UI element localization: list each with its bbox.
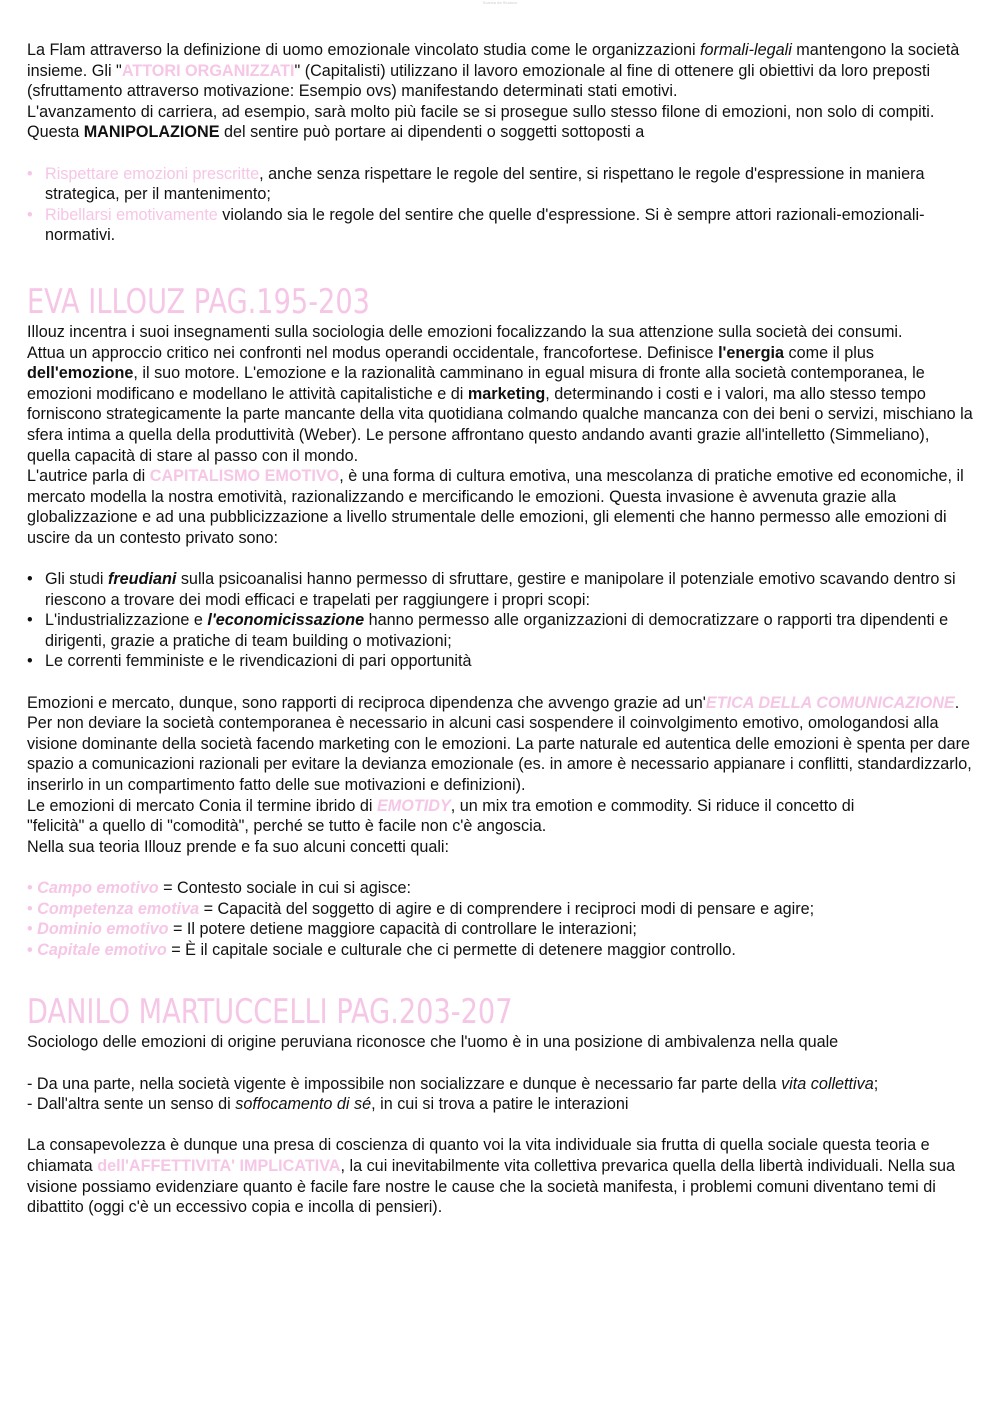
text: Le emozioni di mercato Conia il termine ibrido di bbox=[27, 796, 377, 815]
highlight-term: dell'AFFETTIVITA' IMPLICATIVA bbox=[97, 1156, 341, 1175]
text: . Per non deviare la società contemporanea è necessario in alcuni casi sospendere il coinvolgimento emotivo, omologandosi alla visione dominante della società facendo marketing con le emozioni. La parte naturale ed autentica delle emozioni è spenta per dare spazio a comunicazioni razionali per evitare la devianza emozionale (es. in amore è necessario appianare i conflitti, standardizzarlo, inserirlo in un compartimento fatto delle sue motivazioni e definizioni). bbox=[27, 693, 972, 794]
illouz-paragraph-5b: "felicità" a quello di "comodità", perché se tutto è facile non c'è angoscia. bbox=[27, 817, 547, 836]
text: mantengono la società insieme. Gli " bbox=[27, 41, 960, 80]
illouz-paragraph-6: Nella sua teoria Illouz prende e fa suo alcuni concetti quali: bbox=[27, 837, 450, 856]
bold-term: dell'emozione bbox=[27, 364, 134, 383]
italic-term: formali-legali bbox=[700, 41, 792, 59]
text: Gli studi bbox=[45, 570, 108, 589]
text: Le correnti femministe e le rivendicazioni di pari opportunità bbox=[45, 652, 472, 671]
bold-italic-term: freudiani bbox=[107, 570, 177, 589]
intro-paragraph-1 bbox=[27, 40, 977, 102]
highlight-term: Competenza emotiva bbox=[37, 899, 200, 918]
text: , anche senza rispettare le regole del sentire, si rispettano le regole d'espressione in maniera strategica, per il mantenimento; bbox=[45, 164, 925, 204]
intro-bullet-list bbox=[27, 164, 977, 246]
martuccelli-paragraph-2 bbox=[27, 1135, 977, 1217]
bullet-icon: • bbox=[27, 878, 33, 897]
martuccelli-paragraph-1: Sociologo delle emozioni di origine peruviana riconosce che l'uomo è in una posizione di ambivalenza nella quale bbox=[27, 1033, 839, 1052]
martuccelli-dash-1 bbox=[27, 1074, 977, 1095]
text: , il suo motore. L'emozione e la razionalità camminano in egual misura di fronte alla società contemporanea, le emozioni modificano e modellano le attività capitalistiche e di bbox=[27, 364, 925, 403]
text: come il plus bbox=[784, 343, 874, 362]
page-header: Scarica da Studocu bbox=[482, 0, 518, 5]
text: La Flam attraverso la definizione di uomo emozionale vincolato studia come le organizzazioni bbox=[27, 41, 701, 59]
text: = Capacità del soggetto di agire e di comprendere i reciproci modi di pensare e agire; bbox=[199, 899, 815, 918]
bold-term: l'energia bbox=[718, 343, 784, 362]
text: = Il potere detiene maggiore capacità di controllare le interazioni; bbox=[168, 920, 637, 939]
illouz-paragraph-5 bbox=[27, 796, 977, 817]
highlight-term: Capitale emotivo bbox=[37, 940, 167, 959]
bold-term: MANIPOLAZIONE bbox=[83, 123, 220, 142]
highlight-term: ATTORI ORGANIZZATI bbox=[121, 61, 295, 80]
list-item bbox=[27, 899, 977, 920]
text: L'autrice parla di bbox=[27, 467, 150, 486]
highlight-term: Ribellarsi emotivamente bbox=[45, 205, 218, 224]
text: " (Capitalisti) utilizzano il lavoro emozionale al fine di ottenere gli obiettivi da loro preposti (sfruttamento attraverso motivazione: Esempio ovs) manifestando determinati stati emotivi. bbox=[27, 61, 931, 101]
document-body bbox=[27, 40, 977, 1218]
illouz-paragraph-3 bbox=[27, 466, 977, 548]
list-item: • Ribellarsi emotivamente violando sia le regole del sentire che quelle d'espressione. Si è sempre attori razionali-emozionali-normativi. bbox=[27, 205, 925, 245]
martuccelli-dash-2 bbox=[27, 1094, 977, 1115]
list-item: • Le correnti femministe e le rivendicazioni di pari opportunità bbox=[27, 652, 472, 671]
text: del sentire può portare ai dipendenti o soggetti sottoposti a bbox=[219, 123, 645, 142]
highlight-term: Campo emotivo bbox=[37, 878, 159, 897]
illouz-paragraph-4 bbox=[27, 693, 977, 796]
text: , la cui inevitabilmente vita collettiva prevarica quella della libertà individuali. Nella sua visione possiamo evidenziare quanto è facile fare nostre le cause che la società manifesta, i problemi comuni diventano temi di dibattito (oggi c'è un eccessivo copia e incolla di pensieri). bbox=[27, 1156, 956, 1217]
bullet-icon: • bbox=[27, 920, 33, 939]
text: hanno permesso alle organizzazioni di democratizzare o rapporti tra dipendenti e dirigenti, grazie a pratiche di team building o motivazioni; bbox=[45, 611, 949, 650]
text: , in cui si trova a patire le interazioni bbox=[371, 1095, 629, 1114]
list-item: • Gli studi freudiani sulla psicoanalisi hanno permesso di sfruttare, gestire e manipolare il potenziale emotivo scavando dentro si riescono a trovare dei modi efficaci e trapelati per raggiungere i propri scopi: bbox=[27, 570, 956, 609]
italic-term: soffocamento di sé bbox=[235, 1095, 372, 1114]
text: Emozioni e mercato, dunque, sono rapporti di reciproca dipendenza che avvengo grazie ad un' bbox=[27, 693, 706, 712]
text: = È il capitale sociale e culturale che ci permette di detenere maggior controllo. bbox=[166, 940, 736, 959]
illouz-bullet-list bbox=[27, 569, 977, 672]
text: , è una forma di cultura emotiva, una mescolanza di pratiche emotive ed economiche, il mercato modella la nostra emotività, razionalizzando e mercificando le emozioni. Questa invasione è avvenuta grazie alla globalizzazione e ad una pubblicizzazione a livello strumentale delle emozioni, gli elementi che hanno permesso alle emozioni di uscire da un contesto privato sono: bbox=[27, 467, 964, 547]
bullet-icon: • bbox=[27, 940, 33, 959]
highlight-term: Dominio emotivo bbox=[37, 920, 169, 939]
section-heading-martuccelli: DANILO MARTUCCELLI PAG.203-207 bbox=[27, 992, 513, 1033]
text: - Dall'altra sente un senso di bbox=[27, 1095, 236, 1114]
text: L'industrializzazione e bbox=[45, 611, 208, 630]
bold-term: marketing bbox=[467, 384, 546, 403]
text: sulla psicoanalisi hanno permesso di sfruttare, gestire e manipolare il potenziale emotivo scavando dentro si riescono a trovare dei modi efficaci e trapelati per raggiungere i propri scopi: bbox=[45, 570, 956, 609]
text: = Contesto sociale in cui si agisce: bbox=[158, 878, 411, 897]
intro-paragraph-2 bbox=[27, 102, 977, 143]
list-item bbox=[27, 878, 977, 899]
list-item: • Rispettare emozioni prescritte, anche senza rispettare le regole del sentire, si rispettano le regole d'espressione in maniera strategica, per il mantenimento; bbox=[27, 164, 925, 204]
illouz-paragraph-1: Illouz incentra i suoi insegnamenti sulla sociologia delle emozioni focalizzando la sua attenzione sulla società dei consumi. bbox=[27, 322, 903, 341]
text: violando sia le regole del sentire che quelle d'espressione. Si è sempre attori razionali-emozionali-normativi. bbox=[45, 205, 925, 245]
bullet-icon: • bbox=[27, 899, 33, 918]
text: - Da una parte, nella società vigente è impossibile non socializzare e dunque è necessario far parte della bbox=[27, 1074, 782, 1093]
highlight-term: Rispettare emozioni prescritte bbox=[45, 164, 260, 183]
text: Attua un approccio critico nei confronti nel modus operandi occidentale, francofortese. Definisce bbox=[27, 343, 719, 362]
text: , un mix tra emotion e commodity. Si riduce il concetto di bbox=[450, 796, 855, 815]
highlight-term: EMOTIDY bbox=[377, 796, 451, 815]
list-item bbox=[27, 919, 977, 940]
italic-term: vita collettiva bbox=[781, 1074, 874, 1093]
illouz-paragraph-2 bbox=[27, 343, 977, 467]
bold-italic-term: l'economicissazione bbox=[207, 611, 365, 630]
highlight-term: ETICA DELLA COMUNICAZIONE bbox=[705, 693, 955, 712]
list-item: • L'industrializzazione e l'economicissazione hanno permesso alle organizzazioni di democratizzare o rapporti tra dipendenti e dirigenti, grazie a pratiche di team building o motivazioni; bbox=[27, 611, 949, 650]
text: L'avanzamento di carriera, ad esempio, sarà molto più facile se si prosegue sullo stesso filone di emozioni, non solo di compiti. Questa bbox=[27, 102, 935, 142]
section-heading-illouz: EVA ILLOUZ PAG.195-203 bbox=[27, 281, 370, 322]
text: ; bbox=[873, 1074, 879, 1093]
text: , determinando i costi e i valori, ma allo stesso tempo forniscono strategicamente la parte mancante della vita quotidiana colmando qualche mancanza con dei beni o servizi, mischiano la sfera intima a quella della produttività (Weber). Le persone affrontano questo andando avanti grazie all'intelletto (Simmeliano), quella capacità di stare al passo con il mondo. bbox=[27, 384, 973, 465]
highlight-term: CAPITALISMO EMOTIVO bbox=[149, 467, 340, 486]
text: La consapevolezza è dunque una presa di coscienza di quanto voi la vita individuale sia frutta di quella sociale questa teoria e chiamata bbox=[27, 1136, 930, 1175]
list-item bbox=[27, 940, 977, 961]
concept-list bbox=[27, 878, 977, 960]
